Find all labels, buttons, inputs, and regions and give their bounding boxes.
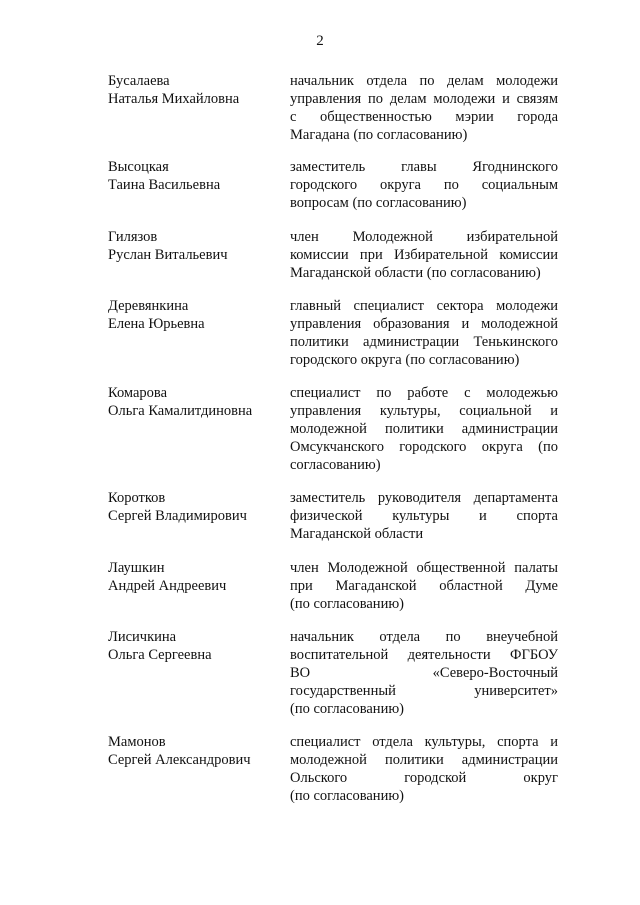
person-name bbox=[108, 733, 278, 769]
role-line: городского округа по социальным bbox=[290, 177, 558, 193]
given-name: Руслан Витальевич bbox=[108, 247, 228, 263]
role-line: согласованию) bbox=[290, 457, 381, 473]
given-name: Елена Юрьевна bbox=[108, 316, 205, 332]
position-description bbox=[290, 158, 558, 212]
position-description bbox=[290, 733, 558, 805]
role-line: (по согласованию) bbox=[290, 701, 404, 717]
person-name bbox=[108, 72, 278, 108]
given-name: Андрей Андреевич bbox=[108, 578, 227, 594]
person-name bbox=[108, 228, 278, 264]
role-line: молодежной политики администрации bbox=[290, 421, 558, 437]
given-name: Ольга Сергеевна bbox=[108, 647, 212, 663]
role-line: политики администрации Тенькинского bbox=[290, 334, 558, 350]
surname: Гилязов bbox=[108, 229, 158, 245]
person-name bbox=[108, 384, 278, 420]
person-name bbox=[108, 628, 278, 664]
surname: Бусалаева bbox=[108, 73, 170, 89]
surname: Высоцкая bbox=[108, 159, 169, 175]
surname: Деревянкина bbox=[108, 298, 189, 314]
role-line: при Магаданской областной Думе bbox=[290, 578, 558, 594]
person-name bbox=[108, 297, 278, 333]
surname: Лаушкин bbox=[108, 560, 165, 576]
person-name bbox=[108, 559, 278, 595]
role-line: главный специалист сектора молодежи bbox=[290, 298, 558, 314]
role-line: молодежной политики администрации bbox=[290, 752, 558, 768]
page-number: 2 bbox=[316, 33, 324, 49]
role-line: государственный университет» bbox=[290, 683, 558, 699]
position-description bbox=[290, 384, 558, 474]
role-line: воспитательной деятельности ФГБОУ bbox=[290, 647, 558, 663]
position-description bbox=[290, 228, 558, 282]
surname: Лисичкина bbox=[108, 629, 177, 645]
role-line: начальник отдела по делам молодежи bbox=[290, 73, 558, 89]
role-line: начальник отдела по внеучебной bbox=[290, 629, 558, 645]
position-description bbox=[290, 489, 558, 543]
surname: Мамонов bbox=[108, 734, 166, 750]
role-line: специалист по работе с молодежью bbox=[290, 385, 558, 401]
role-line: с общественностью мэрии города bbox=[290, 109, 558, 125]
role-line: вопросам (по согласованию) bbox=[290, 195, 467, 211]
surname: Комарова bbox=[108, 385, 168, 401]
person-name bbox=[108, 158, 278, 194]
role-line: Магаданской области bbox=[290, 526, 424, 542]
role-line: физической культуры и спорта bbox=[290, 508, 558, 524]
position-description bbox=[290, 559, 558, 613]
role-line: управления по делам молодежи и связям bbox=[290, 91, 558, 107]
role-line: управления образования и молодежной bbox=[290, 316, 558, 332]
role-line: член Молодежной избирательной bbox=[290, 229, 558, 245]
role-line: специалист отдела культуры, спорта и bbox=[290, 734, 558, 750]
role-line: заместитель руководителя департамента bbox=[290, 490, 558, 506]
role-line: Омсукчанского городского округа (по bbox=[290, 439, 558, 455]
given-name: Таина Васильевна bbox=[108, 177, 221, 193]
role-line: городского округа (по согласованию) bbox=[290, 352, 520, 368]
role-line: Ольского городской округ bbox=[290, 770, 558, 786]
role-line: заместитель главы Ягоднинского bbox=[290, 159, 558, 175]
role-line: (по согласованию) bbox=[290, 596, 404, 612]
given-name: Сергей Владимирович bbox=[108, 508, 247, 524]
role-line: член Молодежной общественной палаты bbox=[290, 560, 558, 576]
position-description bbox=[290, 72, 558, 144]
role-line: ВО «Северо-Восточный bbox=[290, 665, 558, 681]
role-line: Магаданской области (по согласованию) bbox=[290, 265, 541, 281]
role-line: управления культуры, социальной и bbox=[290, 403, 558, 419]
position-description bbox=[290, 628, 558, 718]
given-name: Наталья Михайловна bbox=[108, 91, 240, 107]
role-line: (по согласованию) bbox=[290, 788, 404, 804]
position-description bbox=[290, 297, 558, 369]
person-name bbox=[108, 489, 278, 525]
given-name: Ольга Камалитдиновна bbox=[108, 403, 253, 419]
role-line: комиссии при Избирательной комиссии bbox=[290, 247, 558, 263]
role-line: Магадана (по согласованию) bbox=[290, 127, 468, 143]
given-name: Сергей Александрович bbox=[108, 752, 251, 768]
surname: Коротков bbox=[108, 490, 166, 506]
